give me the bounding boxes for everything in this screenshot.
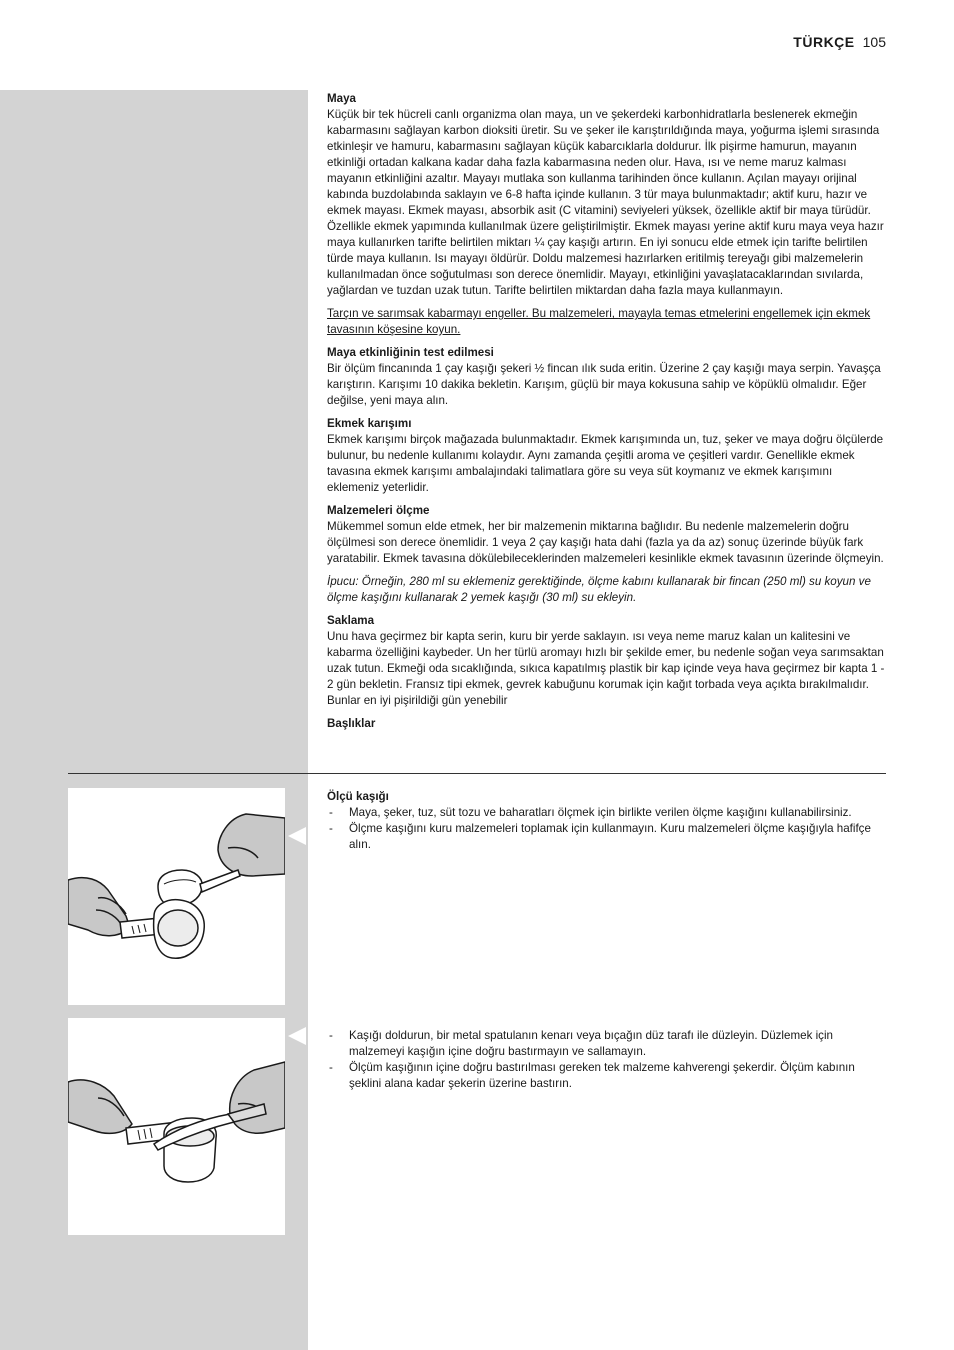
test-body: Bir ölçüm fincanında 1 çay kaşığı şekeri ½ fincan ılık suda eritin. Üzerine 2 çay kaşığı maya serpin. Yavaşça karıştırın. Karışımı 10 dakika bekletin. Karışım, güçlü bir maya kokusuna sahip ve köpüklü olmalıdır. Eğer değilse, yeni maya alın.: [327, 362, 881, 407]
page-number: 105: [862, 34, 886, 50]
olcme-tip: İpucu: Örneğin, 280 ml su eklemeniz gerektiğinde, ölçme kabını kullanarak bir fincan (250 ml) su koyun ve ölçme kaşığını kullanarak 2 yemek kaşığı (30 ml) su ekleyin.: [327, 575, 871, 604]
page-header: [793, 34, 886, 50]
maya-warning: Tarçın ve sarımsak kabarmayı engeller. Bu malzemeleri, mayayla temas etmelerini engellemek için ekmek tavasının köşesine koyun.: [327, 307, 871, 336]
olcu-kasigi-list: [327, 805, 887, 853]
karisim-body: Ekmek karışımı birçok mağazada bulunmaktadır. Ekmek karışımında un, tuz, şeker ve maya doğru ölçülerde bulunur, bu nedenle kullanımı kolaydır. Aynı zamanda çeşitli aroma ve çeşitleri vardır. Genellikle ekmek tavasına ekmek karışımı ambalajındaki talimatlara göre su veya süt koymanız ve ekmek karışımını eklemeniz yeterlidir.: [327, 433, 884, 494]
main-text-column: [327, 91, 887, 732]
section-title-olcu-kasigi: Ölçü kaşığı: [327, 790, 389, 803]
list-item: - Ölçüm kaşığının içine doğru bastırılması gereken tek malzeme kahverengi şekerdir. Ölçüm kabının şeklini alana kadar şekerin üzerine bastırın.: [327, 1060, 887, 1092]
list-item: - Kaşığı doldurun, bir metal spatulanın kenarı veya bıçağın düz tarafı ile düzleyin. Düzlemek için malzemeyi kaşığın içine doğru bastırmayın ve sallamayın.: [327, 1028, 887, 1060]
pointer-arrow-icon: [288, 827, 306, 845]
measuring-spoon-illustration: [68, 788, 285, 1005]
section-title-test: Maya etkinliğinin test edilmesi: [327, 346, 494, 359]
maya-body: Küçük bir tek hücreli canlı organizma olan maya, un ve şekerdeki karbonhidratlarla beslenerek ekmeğin kabarmasını sağlayan karbon dioksiti üretir. Su ve şeker ile karıştırıldığında maya, yoğurma işlemi sırasında etkinleşir ve hamuru, kabarmasını sağlayan küçük kabarcıklarla doldurur. İlk pişirme hamurun, mayanın etkinliği ortadan kalkana kadar daha fazla kabarmasına neden olur. Hava, ısı ve neme maruz kalması mayanın etkinliğini azaltır. Mayayı mutlaka son kullanma tarihinden önce kullanın. Açılan mayayı orijinal kabında buzdolabında saklayın ve 6-8 hafta içinde kullanın. 3 tür maya bulunmaktadır; aktif kuru, hazır ve ekmek mayası. Ekmek mayası, absorbik asit (C vitamini) seviyeleri yüksek, özellikle aktif bir maya türüdür. Özellikle ekmek yapımında kullanılmak üzere geliştirilmiştir. Ekmek mayası yerine aktif kuru maya veya hazır maya kullanırken tarifte belirtilen miktarı ¼ çay kaşığı artırın. En iyi sonucu elde etmek için tarifte belirtilen türde maya kullanın. Isı mayayı öldürür. Doldu malzemesi hazırlarken eritilmiş tereyağı gibi malzemelerin kullanılmadan önce soğutulması son derece önemlidir. Mayayı, etkinliğini yavaşlatacaklarından sıvılarda, yağlardan ve tuzdan uzak tutun. Tarifte belirtilen miktardan daha fazla maya kullanmayın.: [327, 108, 884, 297]
section-divider: [68, 773, 886, 774]
illustration-levelling-spoon: [68, 1018, 285, 1235]
language-label: TÜRKÇE: [793, 34, 855, 50]
section-title-karisim: Ekmek karışımı: [327, 417, 412, 430]
section-title-olcme: Malzemeleri ölçme: [327, 504, 430, 517]
list-item: - Maya, şeker, tuz, süt tozu ve baharatları ölçmek için birlikte verilen ölçme kaşığını kullanabilirsiniz.: [327, 805, 887, 821]
section-title-basliklar: Başlıklar: [327, 717, 376, 730]
saklama-body: Unu hava geçirmez bir kapta serin, kuru bir yerde saklayın. ısı veya neme maruz kalan un kalitesini ve kabarma özelliğini kaybeder. Un her türlü aromayı hızlı bir şekilde emer, bu nedenle soğan veya sarımsaktan uzak tutun. Ekmeği oda sıcaklığında, sıkıca kapatılmış plastik bir kap içinde veya hava geçirmez bir kapta 1 - 2 gün bekletin. Fransız tipi ekmek, gevrek kabuğunu korumak için kağıt torbada veya açıkta bırakılmalıdır. Bunlar en iyi pişirildiği gün yenebilir: [327, 630, 885, 707]
pointer-arrow-icon: [288, 1027, 306, 1045]
section-title-maya: Maya: [327, 92, 357, 105]
doldurma-section: [327, 1028, 887, 1092]
levelling-spoon-illustration: [68, 1018, 285, 1235]
section-title-saklama: Saklama: [327, 614, 375, 627]
doldurma-list: [327, 1028, 887, 1092]
list-item: - Ölçme kaşığını kuru malzemeleri toplamak için kullanmayın. Kuru malzemeleri ölçme kaşığıyla hafifçe alın.: [327, 821, 887, 853]
illustration-measuring-spoon: [68, 788, 285, 1005]
olcme-body: Mükemmel somun elde etmek, her bir malzemenin miktarına bağlıdır. Bu nedenle malzemelerin doğru ölçülmesi son derece önemlidir. 1 veya 2 çay kaşığı hata dahi (fazla ya da az) sonuç üzerinde büyük fark yaratabilir. Ekmek tavasına dökülebileceklerinden malzemeleri kesinlikle ekmek tavasının üzerinde ölçmeyin.: [327, 520, 884, 565]
olcu-kasigi-section: [327, 789, 887, 853]
